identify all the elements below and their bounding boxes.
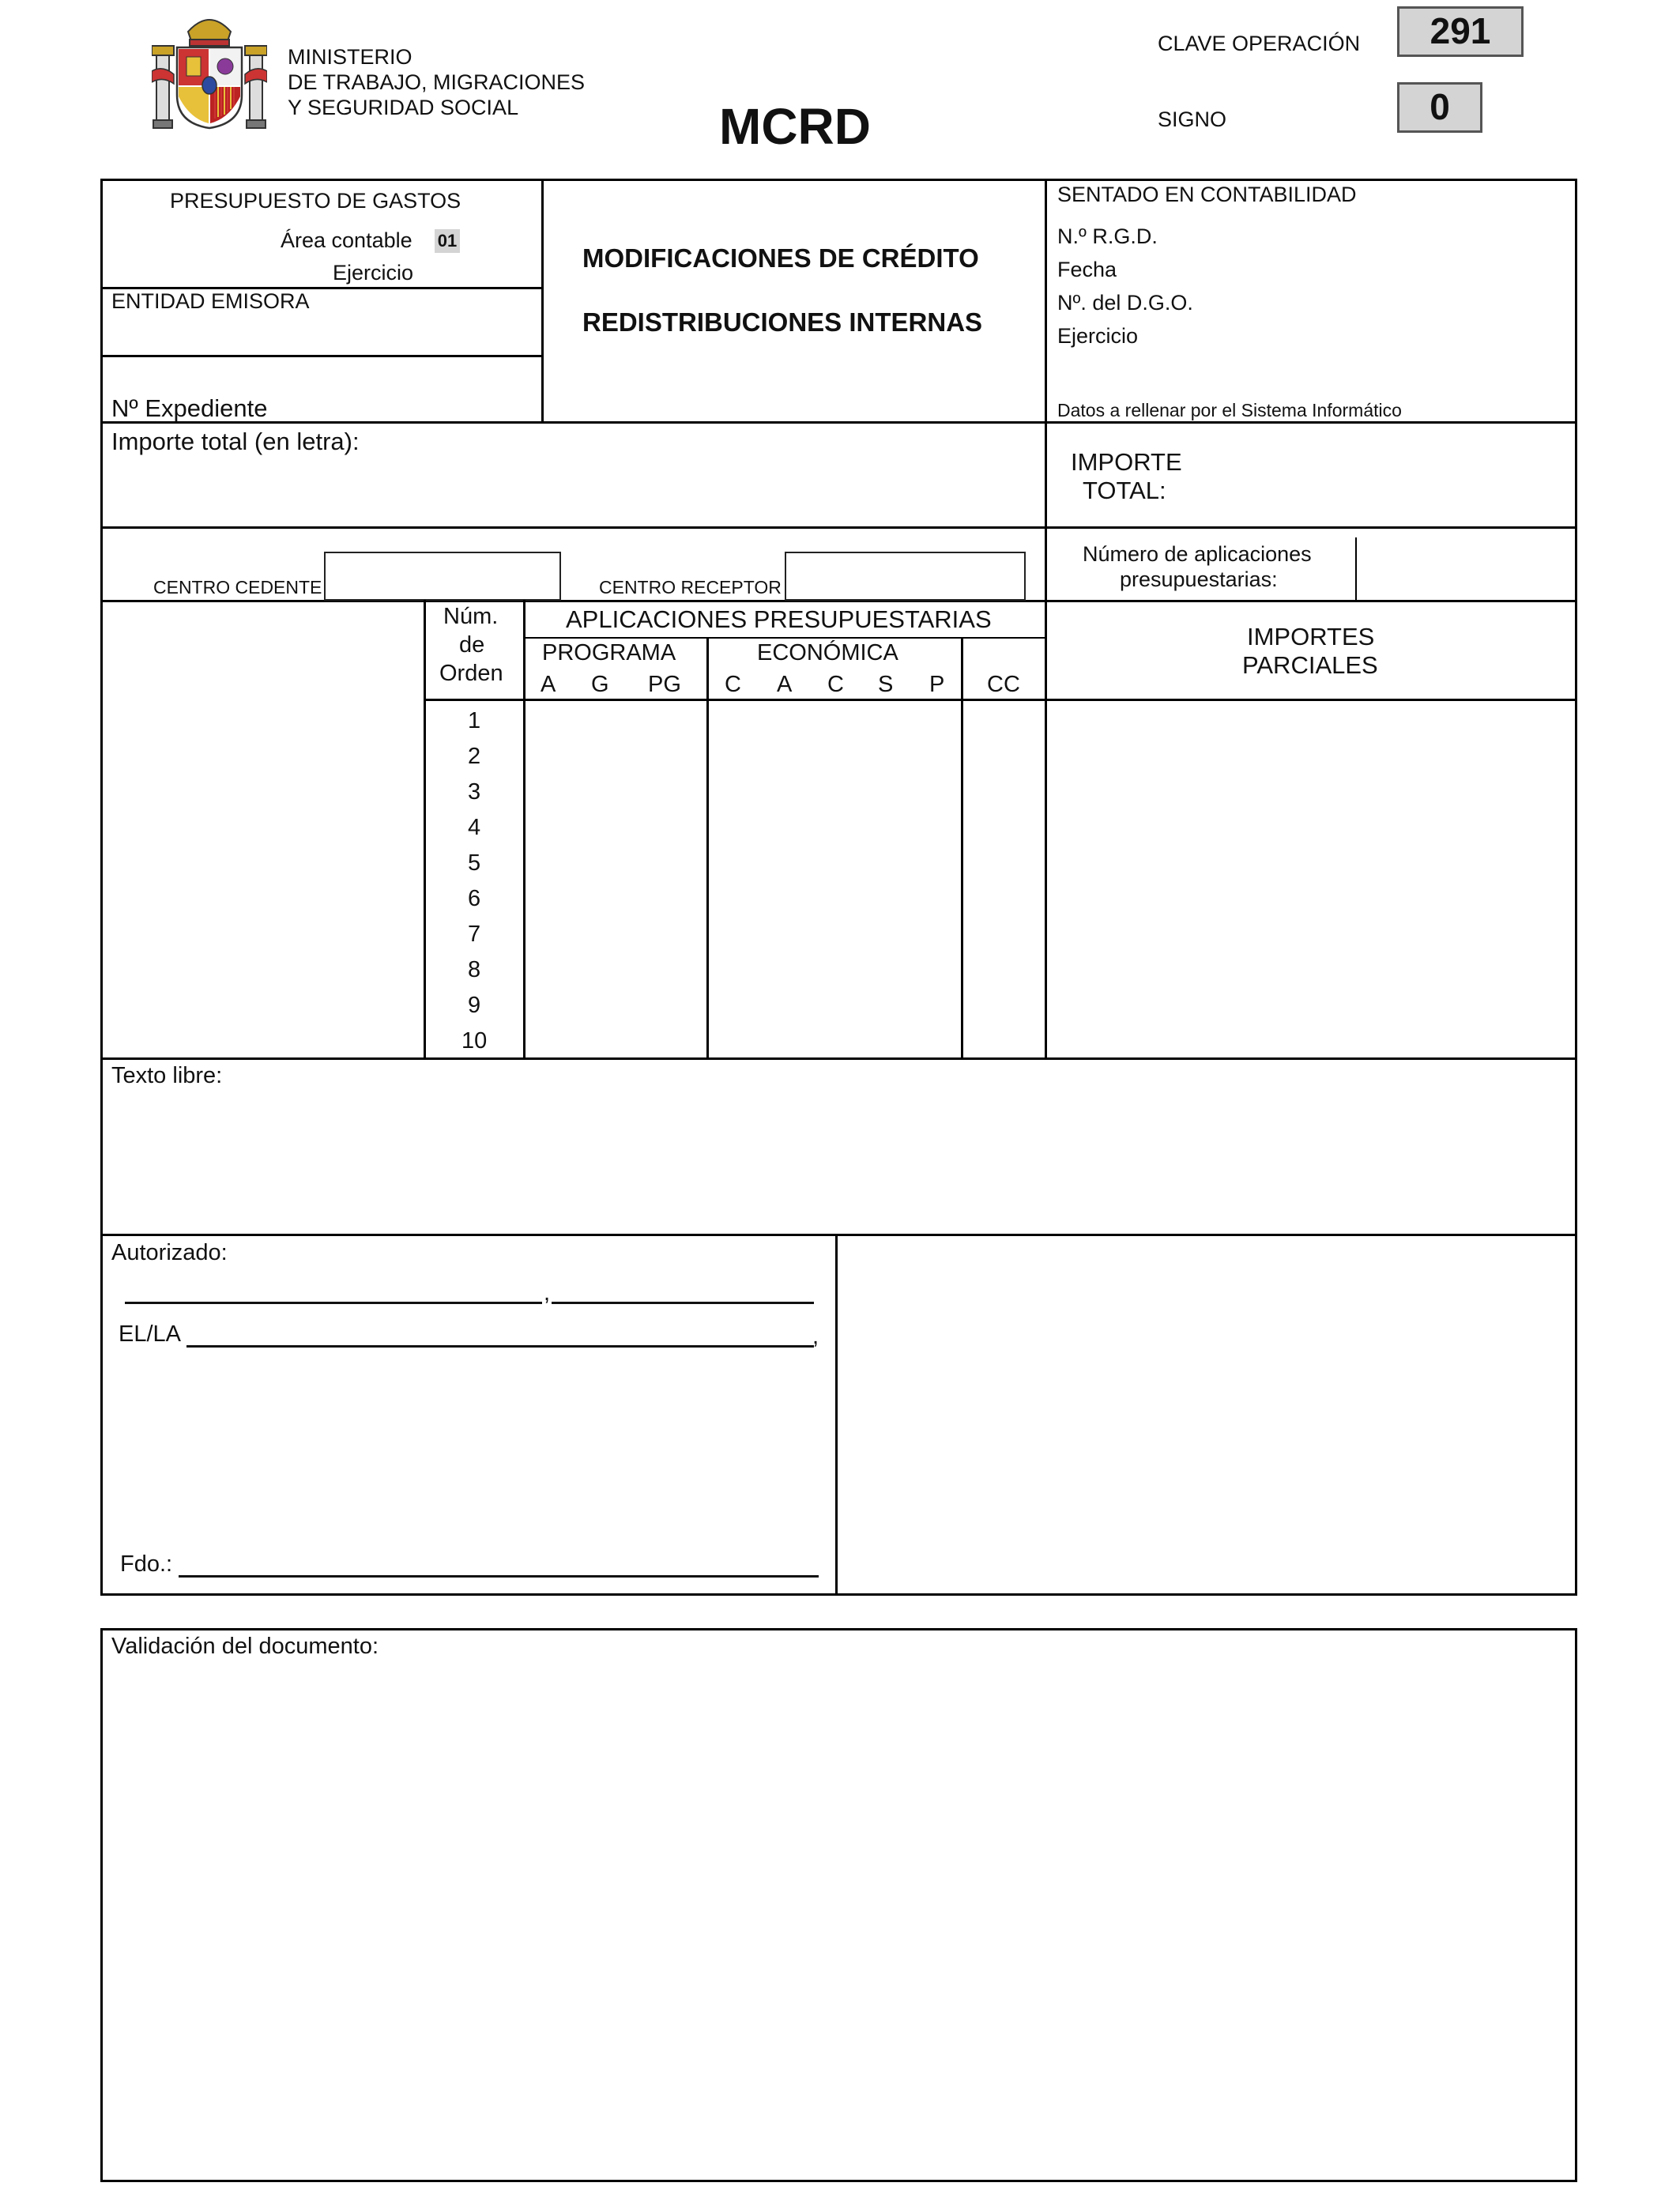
economica-col-c2: C (827, 672, 844, 697)
area-contable-value: 01 (435, 229, 460, 253)
table-apps-subheader-line (523, 637, 1046, 639)
table-row-number: 5 (468, 850, 481, 876)
table-col-programa-right (706, 637, 709, 1059)
economica-header: ECONÓMICA (757, 640, 898, 665)
accounting-rgd-label: N.º R.G.D. (1057, 224, 1158, 248)
centro-cedente-label: CENTRO CEDENTE (153, 577, 322, 598)
num-aplicaciones-line1: Número de aplicaciones (1083, 542, 1312, 566)
divider-col-center-right (1045, 179, 1047, 1059)
num-aplicaciones-line2: presupuestarias: (1120, 567, 1278, 591)
table-col-num-left (424, 600, 426, 1059)
expediente-label: Nº Expediente (111, 394, 268, 422)
centro-receptor-label: CENTRO RECEPTOR (599, 577, 782, 598)
fdo-label: Fdo.: (120, 1551, 173, 1577)
title-modificaciones: MODIFICACIONES DE CRÉDITO (582, 243, 979, 273)
autorizado-label: Autorizado: (111, 1240, 228, 1265)
el-la-comma: , (812, 1324, 819, 1349)
entidad-emisora-label: ENTIDAD EMISORA (111, 289, 310, 313)
num-orden-header-1: Núm. (443, 604, 499, 629)
divider-table-bottom (100, 1057, 1577, 1060)
divider-autorizado (835, 1234, 838, 1596)
table-row-number: 7 (468, 922, 481, 947)
ministry-line-1: MINISTERIO (288, 45, 412, 69)
accounting-fecha-label: Fecha (1057, 258, 1117, 281)
place-date-comma: , (544, 1280, 551, 1306)
texto-libre-label: Texto libre: (111, 1063, 223, 1088)
validacion-box (100, 1628, 1577, 2182)
table-row-number: 1 (468, 708, 481, 733)
validacion-label: Validación del documento: (111, 1634, 379, 1659)
ministry-line-2: DE TRABAJO, MIGRACIONES (288, 70, 586, 94)
economica-col-c1: C (725, 672, 741, 697)
table-col-economica-right (961, 637, 963, 1059)
table-row-number: 2 (468, 744, 481, 769)
table-row-number: 10 (461, 1028, 488, 1054)
el-la-line[interactable] (186, 1345, 814, 1348)
accounting-ejercicio-label: Ejercicio (1057, 324, 1139, 348)
place-signature-line[interactable] (125, 1302, 542, 1304)
importe-total-line2: TOTAL: (1083, 477, 1166, 504)
signo-label: SIGNO (1158, 107, 1227, 131)
economica-col-s: S (878, 672, 894, 697)
accounting-title: SENTADO EN CONTABILIDAD (1057, 183, 1357, 206)
divider-importe-bottom (100, 526, 1577, 529)
clave-operacion-value: 291 (1397, 6, 1524, 57)
divider-table-header-bottom (424, 699, 1577, 701)
ministry-line-3: Y SEGURIDAD SOCIAL (288, 96, 519, 119)
budget-title: PRESUPUESTO DE GASTOS (170, 189, 461, 213)
programa-col-pg: PG (648, 672, 681, 697)
economica-col-p: P (929, 672, 945, 697)
divider-row1-bottom (100, 421, 1577, 424)
divider-texto-bottom (100, 1234, 1577, 1236)
table-row-number: 6 (468, 886, 481, 911)
table-row-number: 3 (468, 779, 481, 805)
clave-operacion-label: CLAVE OPERACIÓN (1158, 32, 1361, 55)
fdo-signature-line[interactable] (179, 1575, 819, 1578)
main-form-frame (100, 179, 1577, 1596)
importes-parciales-line2: PARCIALES (1242, 651, 1378, 679)
importe-letra-label: Importe total (en letra): (111, 428, 360, 455)
aplicaciones-header: APLICACIONES PRESUPUESTARIAS (566, 605, 992, 633)
programa-col-a: A (541, 672, 556, 697)
coat-of-arms-logo (152, 8, 267, 131)
num-orden-header-3: Orden (439, 661, 503, 686)
date-signature-line[interactable] (552, 1302, 814, 1304)
table-row-number: 8 (468, 957, 481, 982)
divider-entidad-expediente (100, 355, 543, 357)
centro-receptor-field[interactable] (785, 552, 1026, 601)
table-row-number: 9 (468, 993, 481, 1018)
divider-col-left-center (541, 179, 544, 423)
area-contable-label: Área contable (281, 228, 412, 252)
ejercicio-budget-label: Ejercicio (333, 261, 414, 285)
el-la-label: EL/LA (119, 1321, 181, 1347)
title-redistribuciones: REDISTRIBUCIONES INTERNAS (582, 307, 983, 337)
importes-parciales-line1: IMPORTES (1247, 623, 1375, 650)
form-code-title: MCRD (719, 98, 871, 155)
num-aplicaciones-field-divider[interactable] (1355, 537, 1357, 601)
centro-cedente-field[interactable] (324, 552, 561, 601)
accounting-dgo-label: Nº. del D.G.O. (1057, 291, 1193, 315)
accounting-system-note: Datos a rellenar por el Sistema Informático (1057, 400, 1402, 420)
table-col-num-right (523, 600, 525, 1059)
num-orden-header-2: de (459, 632, 485, 658)
spanish-coat-of-arms-icon (152, 8, 267, 131)
programa-header: PROGRAMA (542, 640, 676, 665)
table-row-number: 4 (468, 815, 481, 840)
signo-value: 0 (1397, 82, 1482, 133)
programa-col-g: G (591, 672, 609, 697)
cc-header: CC (987, 672, 1020, 697)
economica-col-a: A (777, 672, 793, 697)
importe-total-line1: IMPORTE (1071, 448, 1182, 476)
